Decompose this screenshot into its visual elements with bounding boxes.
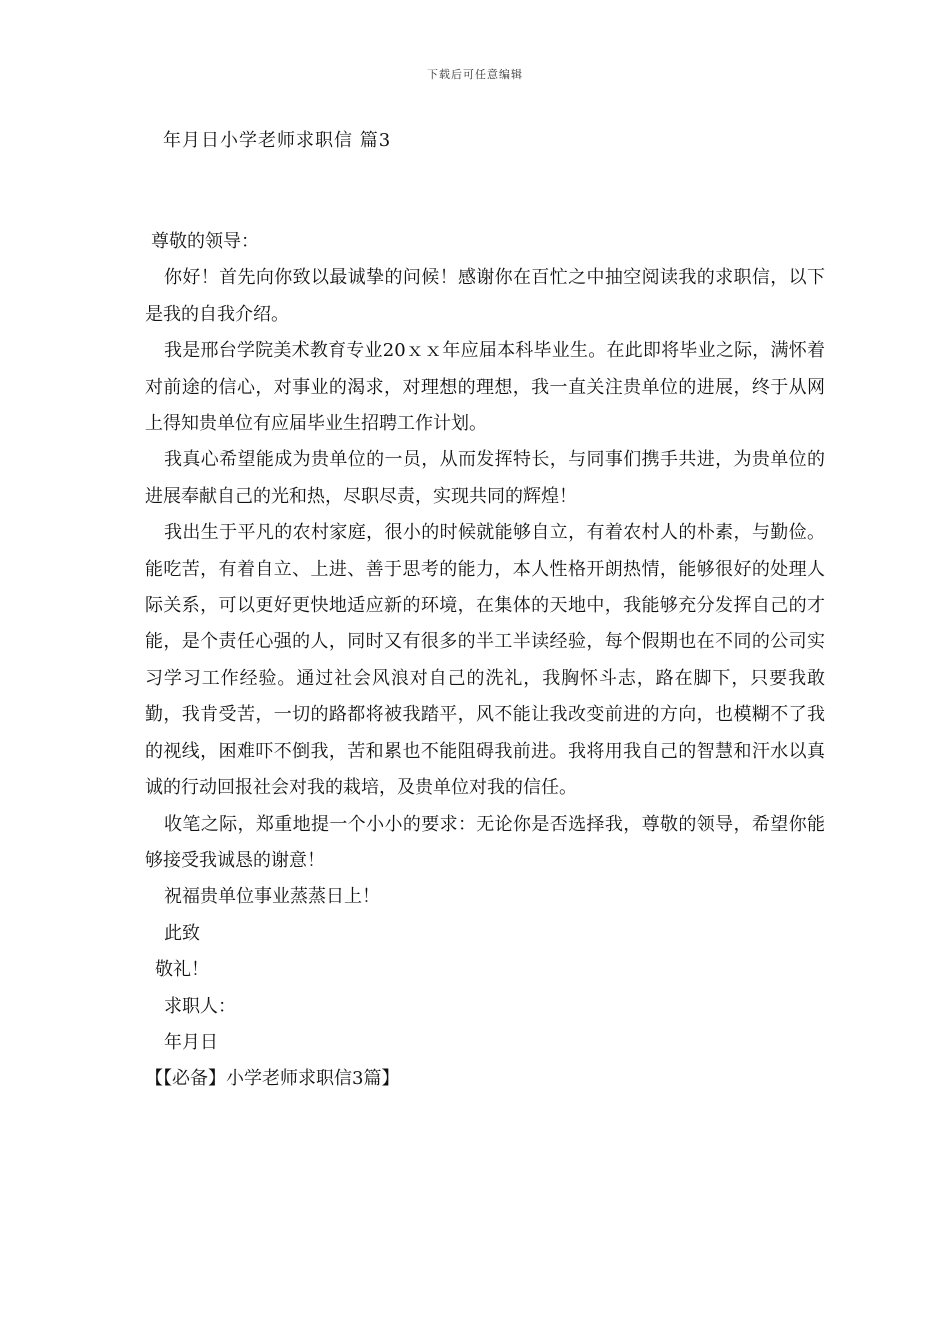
paragraph-aspiration: 我真心希望能成为贵单位的一员，从而发挥特长，与同事们携手共进，为贵单位的进展奉献自己的光和热，尽职尽责，实现共同的辉煌！: [145, 449, 825, 507]
paragraph-introduction: 我是邢台学院美术教育专业20ｘｘ年应届本科毕业生。在此即将毕业之际，满怀着对前途的信心，对事业的渴求，对理想的理想，我一直关注贵单位的进展，终于从网上得知贵单位有应届毕业生招聘工作计划。: [145, 340, 825, 435]
paragraph-greeting: 你好！首先向你致以最诚挚的问候！感谢你在百忙之中抽空阅读我的求职信，以下是我的自我介绍。: [145, 267, 825, 325]
closing-salute: 敬礼！: [155, 959, 209, 981]
salutation: 尊敬的领导：: [151, 231, 259, 252]
paragraph-background: 我出生于平凡的农村家庭，很小的时候就能够自立，有着农村人的朴素，与勤俭。能吃苦，有着自立、上进、善于思考的能力，本人性格开朗热情，能够很好的处理人际关系，可以更好更快地适应新的环境，在集体的天地中，我能够充分发挥自己的才能，是个责任心强的人，同时又有很多的半工半读经验，每个假期也在不同的公司实习学习工作经验。通过社会风浪对自己的洗礼，我胸怀斗志，路在脚下，只要我敢勤，我肯受苦，一切的路都将被我踏平，风不能让我改变前进的方向，也模糊不了我的视线，困难吓不倒我，苦和累也不能阻碍我前进。我将用我自己的智慧和汗水以真诚的行动回报社会对我的栽培，及贵单位对我的信任。: [145, 522, 825, 799]
next-article-title: 【【必备】小学老师求职信3篇】: [145, 1068, 400, 1090]
closing-wish: 祝福贵单位事业蒸蒸日上！: [164, 886, 380, 908]
paragraph-closing-request: 收笔之际，郑重地提一个小小的要求：无论你是否选择我，尊敬的领导，希望你能够接受我诚恳的谢意！: [145, 813, 825, 871]
letter-title: 年月日小学老师求职信 篇3: [163, 130, 392, 151]
page-header-note: 下载后可任意编辑: [427, 68, 523, 81]
signature-label: 求职人：: [164, 995, 236, 1017]
letter-body: [145, 224, 825, 1098]
date-label: 年月日: [164, 1031, 218, 1053]
closing-phrase: 此致: [164, 922, 200, 944]
